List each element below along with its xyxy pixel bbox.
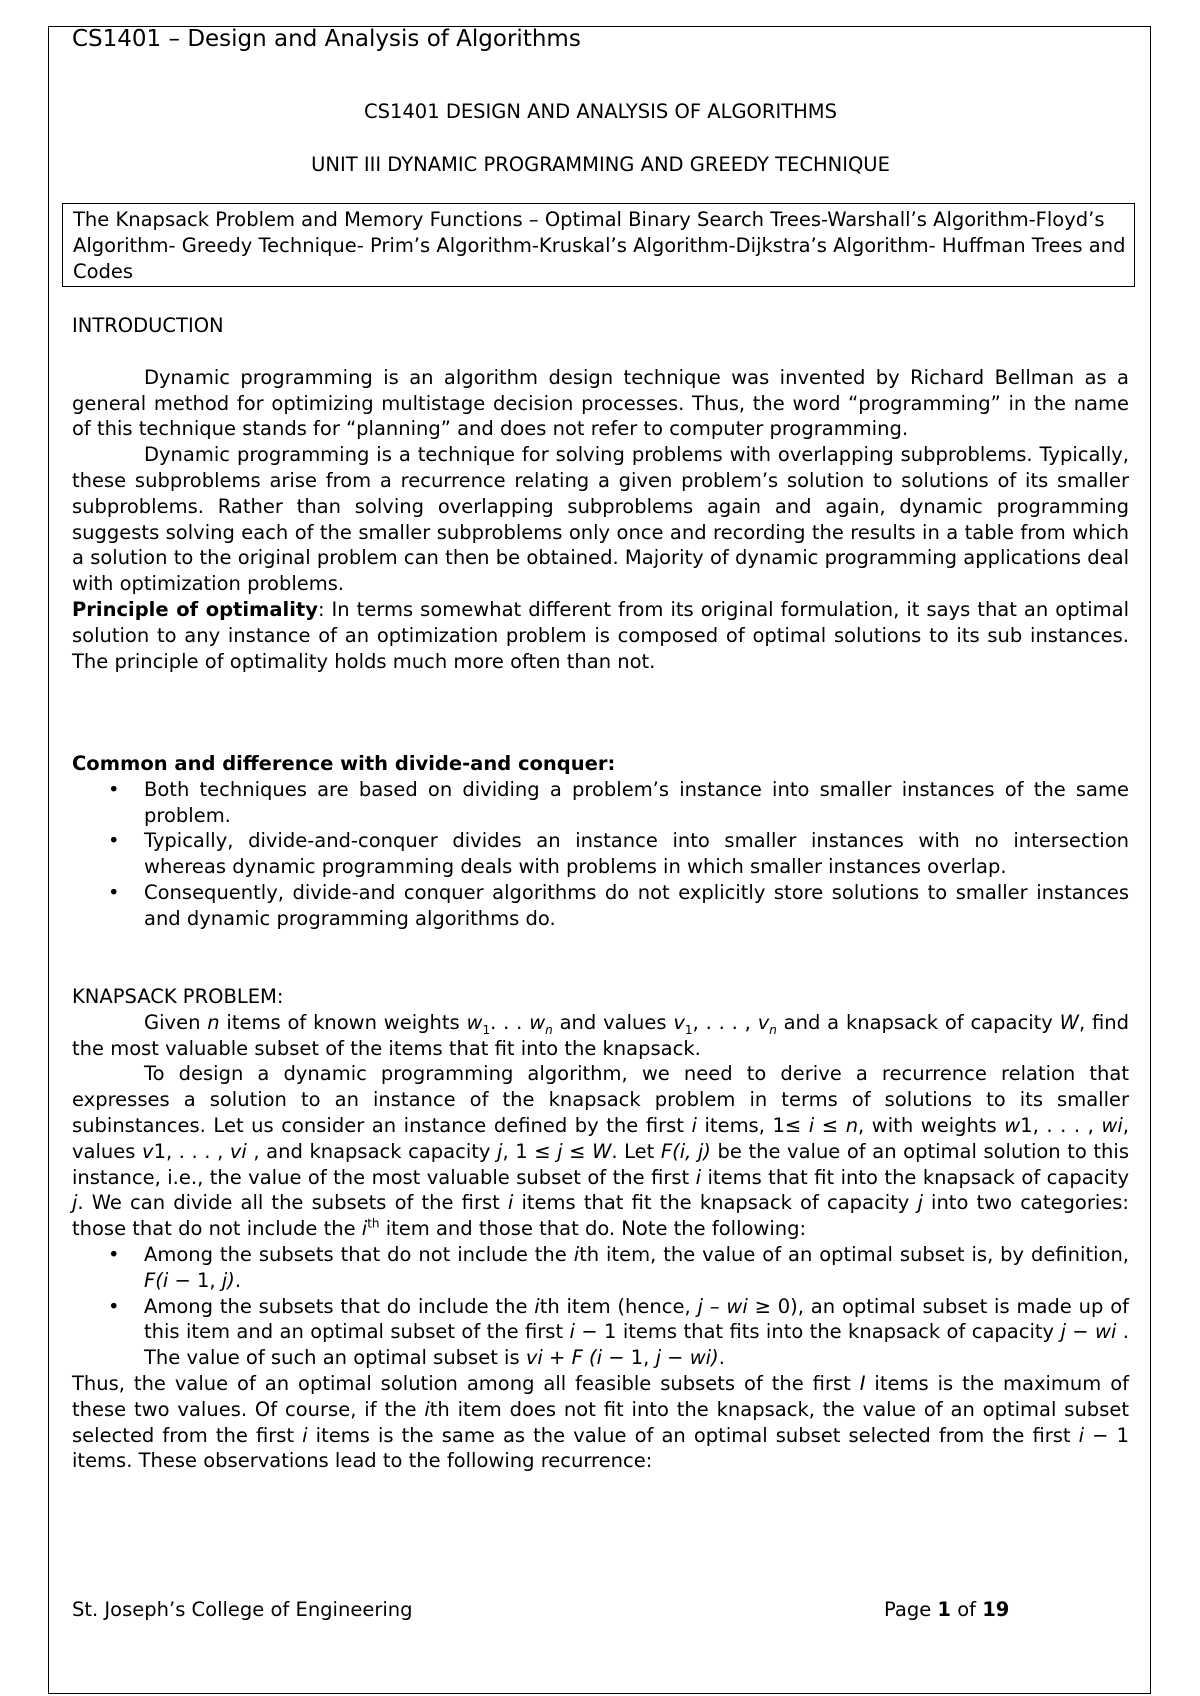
intro-paragraph-2: Dynamic programming is a technique for solving problems with overlapping subproblems. Typically, these subproblems arise from a recurrence relating a given problem’s solution to solutions of its smaller subproblems. Rather than solving overlapping subproblems again and again, dynamic programming suggests solving each of the smaller subproblems only once and recording the results in a table from which a solution to the original problem can then be obtained. Majority of dynamic programming applications deal with optimization problems. bbox=[72, 443, 1129, 596]
page-current: 1 bbox=[937, 1598, 951, 1621]
compare-section bbox=[72, 751, 1129, 932]
footer-college: St. Joseph’s College of Engineering bbox=[72, 1598, 413, 1621]
knapsack-paragraph-3: Thus, the value of an optimal solution among all feasible subsets of the first I items is the maximum of these two values. Of course, if the ith item does not fit into the knapsack, the value of an optimal subset selected from the first i items is the same as the value of an optimal subset selected from the first i − 1 items. These observations lead to the following recurrence: bbox=[72, 1371, 1130, 1473]
page-total: 19 bbox=[982, 1598, 1010, 1621]
compare-heading: Common and difference with divide-and conquer: bbox=[72, 752, 616, 775]
knapsack-paragraph-2: To design a dynamic programming algorithm, we need to derive a recurrence relation that expresses a solution to an instance of the knapsack problem in terms of solutions to its smaller subinstances. Let us consider an instance defined by the first i items, 1≤ i ≤ n, with weights w1, . . . , wi, values v1, . . . , vi , and knapsack capacity j, 1 ≤ j ≤ W. Let F(i, j) be the value of an optimal solution to this instance, i.e., the value of the most valuable subset of the first i items that fit into the knapsack of capacity j. We can divide all the subsets of the first i items that fit the knapsack of capacity j into two categories: those that do not include the $i^{th}$ item and those that do. Note the following: bbox=[72, 1062, 1129, 1241]
topics-box bbox=[62, 203, 1135, 287]
page-prefix: Page bbox=[884, 1598, 932, 1621]
page-of: of bbox=[957, 1598, 976, 1621]
unit-title: UNIT III DYNAMIC PROGRAMMING AND GREEDY TECHNIQUE bbox=[311, 153, 890, 176]
list-item: • Among the subsets that do include the ith item (hence, j – wi ≥ 0), an optimal subset is made up of this item and an optimal subset of the first i − 1 items that fits into the knapsack of capacity j − wi . The value of such an optimal subset is vi + F (i − 1, j − wi). bbox=[72, 1294, 1129, 1371]
introduction-heading: INTRODUCTION bbox=[72, 314, 224, 337]
list-item: • Consequently, divide-and conquer algorithms do not explicitly store solutions to smaller instances and dynamic programming algorithms do. bbox=[72, 880, 1129, 932]
knapsack-section bbox=[72, 984, 1129, 1474]
intro-paragraph-1: Dynamic programming is an algorithm design technique was invented by Richard Bellman as a general method for optimizing multistage decision processes. Thus, the word “programming” in the name of this technique stands for “planning” and does not refer to computer programming. bbox=[72, 365, 1129, 441]
knapsack-heading: KNAPSACK PROBLEM: bbox=[72, 985, 284, 1008]
compare-list bbox=[72, 777, 1129, 932]
footer-page-number bbox=[884, 1598, 1009, 1621]
principle-label: Principle of optimality bbox=[72, 597, 318, 621]
knapsack-paragraph-1: Given n items of known weights $w_1$. . . $w_n$ and values $v_1$, . . . , $v_n$ and a knapsack of capacity W, find the most valuable subset of the items that fit into the knapsack. bbox=[72, 1010, 1129, 1060]
page-header-title: CS1401 – Design and Analysis of Algorithms bbox=[72, 26, 581, 52]
introduction-section bbox=[72, 313, 1129, 674]
list-item: • Typically, divide-and-conquer divides an instance into smaller instances with no intersection whereas dynamic programming deals with problems in which smaller instances overlap. bbox=[72, 828, 1129, 880]
course-title: CS1401 DESIGN AND ANALYSIS OF ALGORITHMS bbox=[364, 100, 837, 123]
topics-text: The Knapsack Problem and Memory Functions – Optimal Binary Search Trees-Warshall’s Algorithm-Floyd’s Algorithm- Greedy Technique- Prim’s Algorithm-Kruskal’s Algorithm-Dijkstra’s Algorithm- Huffman Trees and Codes bbox=[73, 208, 1126, 283]
list-item: • Both techniques are based on dividing a problem’s instance into smaller instances of the same problem. bbox=[72, 777, 1129, 829]
knapsack-list bbox=[72, 1242, 1129, 1371]
principle-text: : In terms somewhat different from its original formulation, it says that an optimal solution to any instance of an optimization problem is composed of optimal solutions to its sub instances. The principle of optimality holds much more often than not. bbox=[72, 597, 1129, 673]
principle-paragraph bbox=[72, 597, 1129, 674]
list-item: • Among the subsets that do not include the ith item, the value of an optimal subset is, by definition, F(i − 1, j). bbox=[72, 1242, 1129, 1294]
